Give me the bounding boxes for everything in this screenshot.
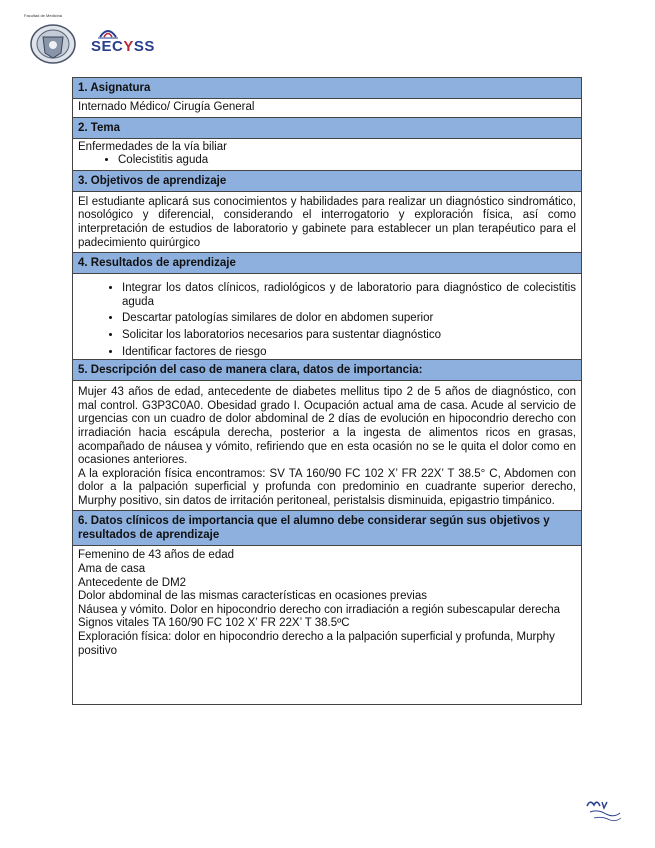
- clinical-line: Exploración física: dolor en hipocondrio derecho a la palpación superficial y profunda, Murphy positivo: [78, 631, 555, 657]
- secyss-brand: SECYSS: [91, 38, 155, 55]
- case-table: [72, 77, 582, 705]
- university-signature-logo: [584, 796, 624, 824]
- list-item: • Descartar patologías similares de dolor en abdomen superior: [122, 312, 576, 326]
- clinical-line: Femenino de 43 años de edad: [78, 549, 235, 562]
- clinical-line: Antecedente de DM2: [78, 576, 187, 589]
- section-2-heading: 2. Tema: [73, 118, 581, 139]
- faculty-seal-logo: [29, 23, 77, 65]
- section-3-heading: 3. Objetivos de aprendizaje: [73, 171, 581, 192]
- section-3-body: El estudiante aplicará sus conocimientos y habilidades para realizar un diagnóstico sindromático, nosológico y diferencial, considerando el interrogatorio y exploración física, así como interpretación de estudios de laboratorio y gabinete para establecer un plan terapéutico para el padecimiento quirúrgico: [73, 192, 581, 253]
- case-paragraph: Mujer 43 años de edad, antecedente de diabetes mellitus tipo 2 de 5 años de diagnóstico, con mal control. G3P3C0A0. Obesidad grado I. Ocupación actual ama de casa. Acude al servicio de urgencias con un cuadro de dolor abdominal de 2 días de evolución en hipocondrio derecho con irradiación hacia escápula derecha, posterior a la ingesta de alimentos ricos en grasas, acompañado de náusea y vómito, refiriendo que en esta ocasión no se le quita el dolor como en ocasiones anteriores.: [78, 386, 576, 467]
- clinical-line: Náusea y vómito. Dolor en hipocondrio derecho con irradiación a región subescapular derecha: [78, 603, 561, 616]
- list-item: • Integrar los datos clínicos, radiológicos y de laboratorio para diagnóstico de colecistitis aguda: [122, 282, 576, 309]
- clinical-line: Ama de casa: [78, 563, 146, 576]
- list-item: • Identificar factores de riesgo: [122, 346, 576, 360]
- list-item: • Solicitar los laboratorios necesarios para sustentar diagnóstico: [122, 329, 576, 343]
- section-4-list: [78, 282, 576, 359]
- page-header: [0, 0, 655, 70]
- section-2-body: [73, 139, 581, 171]
- section-4-heading: 4. Resultados de aprendizaje: [73, 253, 581, 274]
- faculty-label: Facultad de Medicina: [24, 13, 63, 18]
- section-2-list: [78, 154, 576, 168]
- list-item: • Colecistitis aguda: [118, 154, 576, 168]
- section-1-body: Internado Médico/ Cirugía General: [73, 99, 581, 118]
- secyss-emblem-icon: [96, 25, 120, 39]
- section-2-text: Enfermedades de la vía biliar: [78, 140, 227, 153]
- exam-paragraph: A la exploración física encontramos: SV TA 160/90 FC 102 X’ FR 22X’ T 38.5° C, Abdomen con dolor a la palpación superficial y profunda con predominio en cuadrante superior derecho, Murphy positivo, sin datos de irritación peritoneal, peristalsis disminuida, epigastrio timpánico.: [78, 467, 576, 507]
- section-5-heading: 5. Descripción del caso de manera clara, datos de importancia:: [73, 360, 581, 381]
- section-5-body: [73, 381, 581, 511]
- clinical-line: Dolor abdominal de las mismas características en ocasiones previas: [78, 590, 427, 603]
- clinical-line: Signos vitales TA 160/90 FC 102 X’ FR 22X’ T 38.5ºC: [78, 617, 350, 630]
- section-6-heading: 6. Datos clínicos de importancia que el alumno debe considerar según sus objetivos y resultados de aprendizaje: [73, 511, 581, 546]
- section-6-body: [73, 546, 581, 704]
- section-1-heading: 1. Asignatura: [73, 78, 581, 99]
- section-4-body: [73, 274, 581, 360]
